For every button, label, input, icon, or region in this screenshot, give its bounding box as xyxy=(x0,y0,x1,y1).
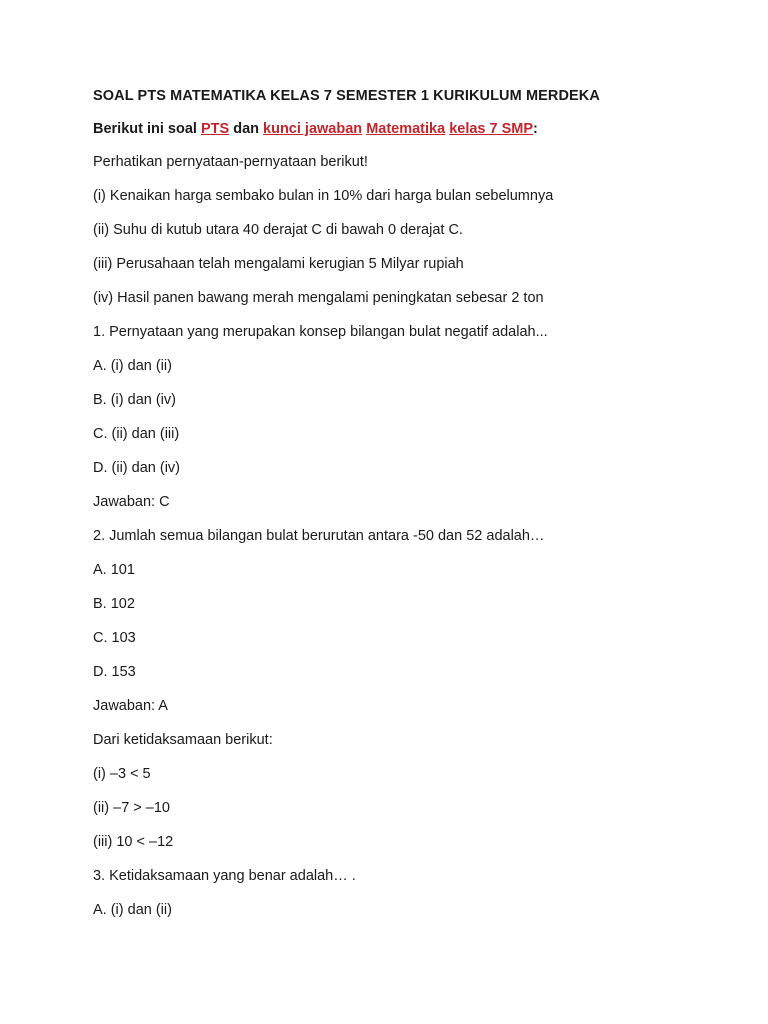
statement-line: (ii) –7 > –10 xyxy=(93,800,170,816)
link-kelas-7-smp[interactable]: kelas 7 SMP xyxy=(449,121,534,137)
statement-line: (i) –3 < 5 xyxy=(93,766,151,782)
option-line: C. (ii) dan (iii) xyxy=(93,426,180,442)
option-line: A. 101 xyxy=(93,562,135,578)
question-line: 3. Ketidaksamaan yang benar adalah… . xyxy=(93,868,356,884)
option-line: A. (i) dan (ii) xyxy=(93,902,172,918)
answer-line: Jawaban: C xyxy=(93,494,170,510)
option-line: D. 153 xyxy=(93,664,136,680)
intro-mid: dan xyxy=(229,121,264,137)
statement-line: (iii) 10 < –12 xyxy=(93,834,174,850)
statement-line: (i) Kenaikan harga sembako bulan in 10% dari harga bulan sebelumnya xyxy=(93,188,554,204)
instruction-line: Perhatikan pernyataan-pernyataan berikut! xyxy=(93,154,368,170)
question-list xyxy=(93,150,733,932)
intro-prefix: Berikut ini soal xyxy=(93,121,201,137)
question-line: 1. Pernyataan yang merupakan konsep bilangan bulat negatif adalah... xyxy=(93,324,548,340)
link-pts[interactable]: PTS xyxy=(200,121,230,137)
statement-line: (iv) Hasil panen bawang merah mengalami peningkatan sebesar 2 ton xyxy=(93,290,544,306)
statement-line: (ii) Suhu di kutub utara 40 derajat C di bawah 0 derajat C. xyxy=(93,222,463,238)
answer-line: Jawaban: A xyxy=(93,698,168,714)
link-kunci-jawaban[interactable]: kunci jawaban xyxy=(263,121,363,137)
statement-line: (iii) Perusahaan telah mengalami kerugian 5 Milyar rupiah xyxy=(93,256,464,272)
intro-suffix: : xyxy=(533,121,538,137)
option-line: B. 102 xyxy=(93,596,135,612)
question-line: 2. Jumlah semua bilangan bulat berurutan antara -50 dan 52 adalah… xyxy=(93,528,545,544)
option-line: D. (ii) dan (iv) xyxy=(93,460,181,476)
document-page xyxy=(93,84,733,932)
intro-paragraph xyxy=(93,117,733,142)
instruction-line: Dari ketidaksamaan berikut: xyxy=(93,732,273,748)
option-line: C. 103 xyxy=(93,630,136,646)
option-line: A. (i) dan (ii) xyxy=(93,358,172,374)
document-title: SOAL PTS MATEMATIKA KELAS 7 SEMESTER 1 KURIKULUM MERDEKA xyxy=(93,88,600,104)
link-matematika[interactable]: Matematika xyxy=(366,121,446,137)
option-line: B. (i) dan (iv) xyxy=(93,392,176,408)
